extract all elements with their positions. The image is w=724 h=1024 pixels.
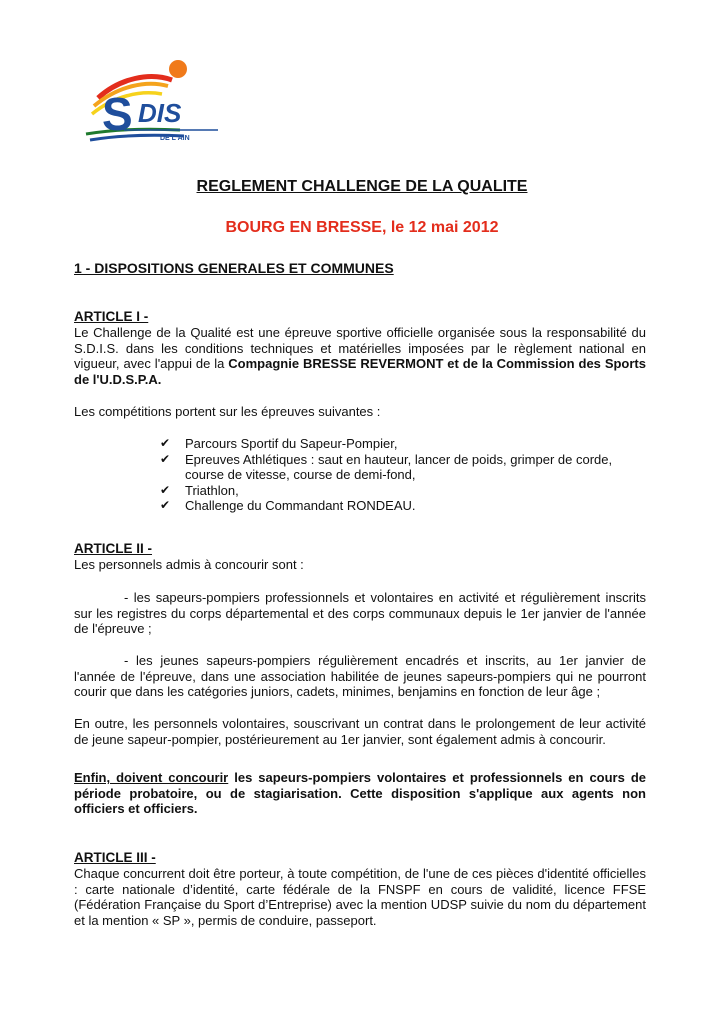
logo-subtext: DE L'AIN xyxy=(160,135,190,142)
logo-text: DIS xyxy=(138,98,182,128)
article-1-heading-block xyxy=(74,309,646,325)
check-icon: ✔ xyxy=(160,451,171,466)
list-item: ✔ Epreuves Athlétiques : saut en hauteur, lancer de poids, grimper de corde, course de vitesse, course de demi-fond, xyxy=(160,451,613,483)
article-1-bold-text: Compagnie BRESSE REVERMONT et de la Commission des Sports de l'U.D.S.P.A. xyxy=(74,356,646,387)
check-icon: ✔ xyxy=(160,482,171,497)
sdis-logo-graphic xyxy=(80,58,220,150)
logo-letter: S xyxy=(102,88,133,140)
list-item: ✔ Triathlon, xyxy=(160,482,239,498)
article-3-heading-block xyxy=(74,850,646,866)
competition-list xyxy=(160,436,646,514)
article-1-competitions-intro: Les compétitions portent sur les épreuves suivantes : xyxy=(74,404,381,419)
article-2-intro: Les personnels admis à concourir sont : xyxy=(74,557,304,572)
article-2-paragraph-4 xyxy=(74,770,646,817)
check-icon: ✔ xyxy=(160,498,171,513)
article-1-heading: ARTICLE I - xyxy=(74,309,149,324)
article-2-underlined-text: Enfin, doivent concourir xyxy=(74,770,229,785)
list-item: ✔ Challenge du Commandant RONDEAU. xyxy=(160,498,416,514)
list-item: ✔ Parcours Sportif du Sapeur-Pompier, xyxy=(160,436,398,451)
article-2-paragraph-3: En outre, les personnels volontaires, souscrivant un contrat dans le prolongement de leur activité de jeune sapeur-pompier, postérieurement au 1er janvier, sont également admis à concourir. xyxy=(74,716,646,747)
document-subtitle: BOURG EN BRESSE, le 12 mai 2012 xyxy=(225,219,499,236)
article-1-paragraph xyxy=(74,325,646,387)
article-2-paragraph-2: - les jeunes sapeurs-pompiers régulièrement encadrés et inscrits, au 1er janvier de l'année de l'épreuve, dans une association habilitée de jeunes sapeurs-pompiers qui ne pourront courir que dans les catégories juniors, cadets, minimes, benjamins en fonction de leur âge ; xyxy=(74,653,646,700)
article-3-paragraph: Chaque concurrent doit être porteur, à toute compétition, de l'une de ces pièces d'identité officielles : carte nationale d’identité, carte fédérale de la FNSPF en cours de validité, licence FFSE (Fédération Française du Sport d’Entreprise) avec la mention UDSP suivie du nom du département et la mention « SP », permis de conduire, passeport. xyxy=(74,866,646,928)
article-1-text: Le Challenge de la Qualité est une épreuve sportive officielle organisée sous la responsabilité du S.D.I.S. dans les conditions techniques et matérielles imposées par le règlement national en vigueur, avec l'appui de la xyxy=(74,325,646,372)
section-heading: 1 - DISPOSITIONS GENERALES ET COMMUNES xyxy=(74,260,394,276)
document-title: REGLEMENT CHALLENGE DE LA QUALITE xyxy=(196,178,528,195)
check-icon: ✔ xyxy=(160,436,171,450)
article-3-heading: ARTICLE III - xyxy=(74,850,156,865)
article-2-paragraph-1: - les sapeurs-pompiers professionnels et volontaires en activité et régulièrement inscrits sur les registres du corps départemental et des corps communaux depuis le 1er janvier de l'année de l'épreuve ; xyxy=(74,590,646,637)
article-2-bold-text: les sapeurs-pompiers volontaires et professionnels en cours de période probatoire, ou de stagiarisation. Cette disposition s'applique aux agents non officiers et officiers. xyxy=(74,770,646,817)
article-2-heading: ARTICLE II - xyxy=(74,541,152,556)
article-2-heading-block xyxy=(74,541,646,557)
sdis-logo xyxy=(80,58,220,150)
